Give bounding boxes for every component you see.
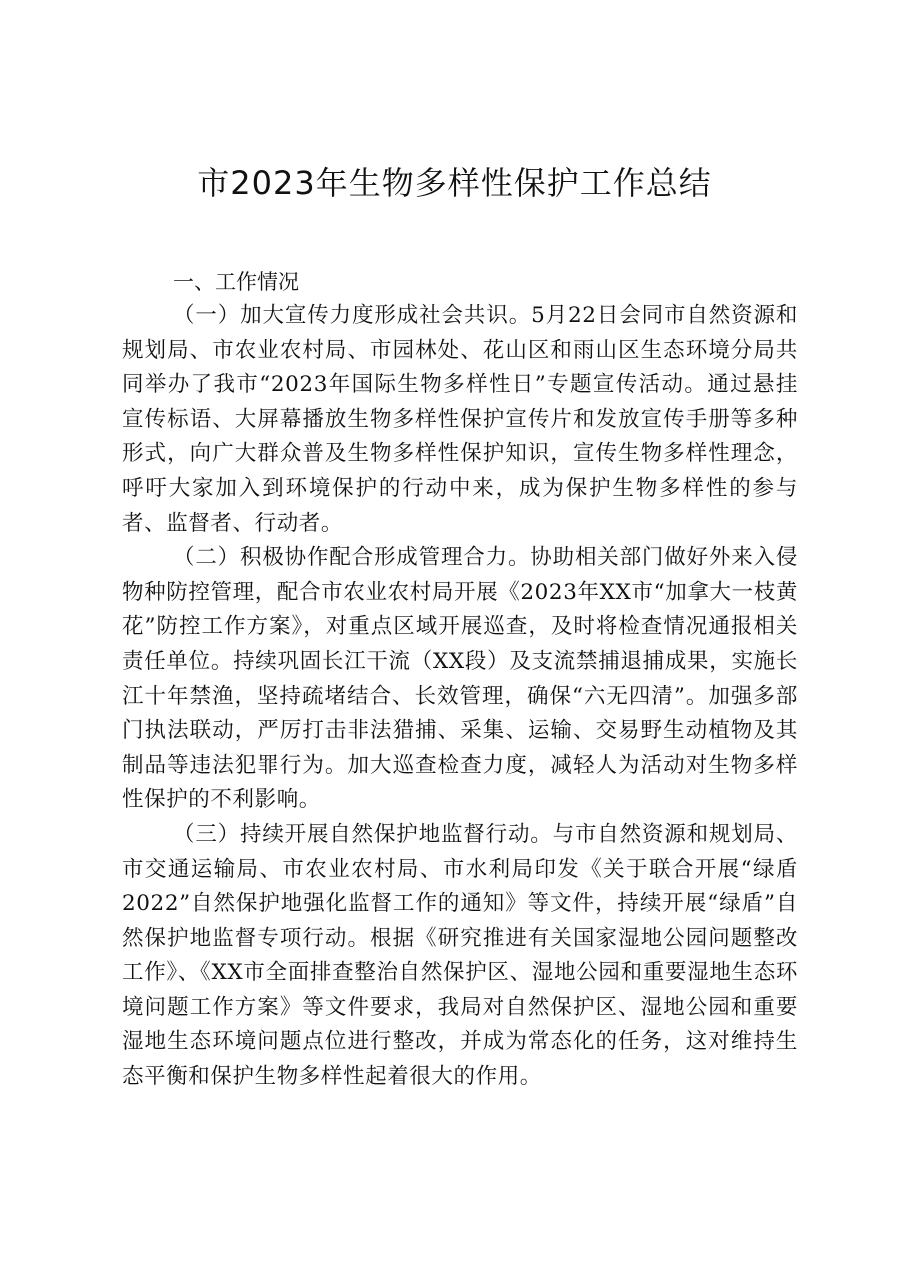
- paragraph-text: 5月22日会同市自然资源和规划局、市农业农村局、市园林处、花山区和雨山区生态环境分局共同举办了我市“2023年国际生物多样性日”专题宣传活动。通过悬挂宣传标语、大屏幕播放生物多样性保护宣传片和发放宣传手册等多种形式，向广大群众普及生物多样性保护知识，宣传生物多样性理念，呼吁大家加入到环境保护的行动中来，成为保护生物多样性的参与者、监督者、行动者。: [122, 303, 798, 536]
- document-body: [122, 265, 798, 1095]
- paragraph-cooperation: [122, 541, 798, 818]
- paragraph-text: 与市自然资源和规划局、市交通运输局、市农业农村局、市水利局印发《关于联合开展“绿盾2022”自然保护地强化监督工作的通知》等文件，持续开展“绿盾”自然保护地监督专项行动。根据《研究推进有关国家湿地公园问题整改工作》、《XX市全面排查整治自然保护区、湿地公园和重要湿地生态环境问题工作方案》等文件要求，我局对自然保护区、湿地公园和重要湿地生态环境问题点位进行整改，并成为常态化的任务，这对维持生态平衡和保护生物多样性起着很大的作用。: [122, 821, 799, 1090]
- paragraph-supervision: [122, 818, 798, 1095]
- paragraph-lead: （一）加大宣传力度形成社会共识。: [173, 303, 532, 328]
- paragraph-lead: （三）持续开展自然保护地监督行动。: [173, 821, 553, 847]
- paragraph-publicity: [122, 299, 798, 541]
- paragraph-lead: （二）积极协作配合形成管理合力。: [173, 545, 531, 571]
- paragraph-text: 协助相关部门做好外来入侵物种防控管理，配合市农业农村局开展《2023年XX市“加拿大一枝黄花”防控工作方案》，对重点区域开展巡查，及时将检查情况通报相关责任单位。持续巩固长江干流（XX段）及支流禁捕退捕成果，实施长江十年禁渔，坚持疏堵结合、长效管理，确保“六无四清”。加强多部门执法联动，严厉打击非法猎捕、采集、运输、交易野生动植物及其制品等违法犯罪行为。加大巡查检查力度，减轻人为活动对生物多样性保护的不利影响。: [122, 545, 799, 813]
- document-title: 市2023年生物多样性保护工作总结: [197, 164, 712, 202]
- section-heading-work-status: 一、工作情况: [173, 270, 299, 294]
